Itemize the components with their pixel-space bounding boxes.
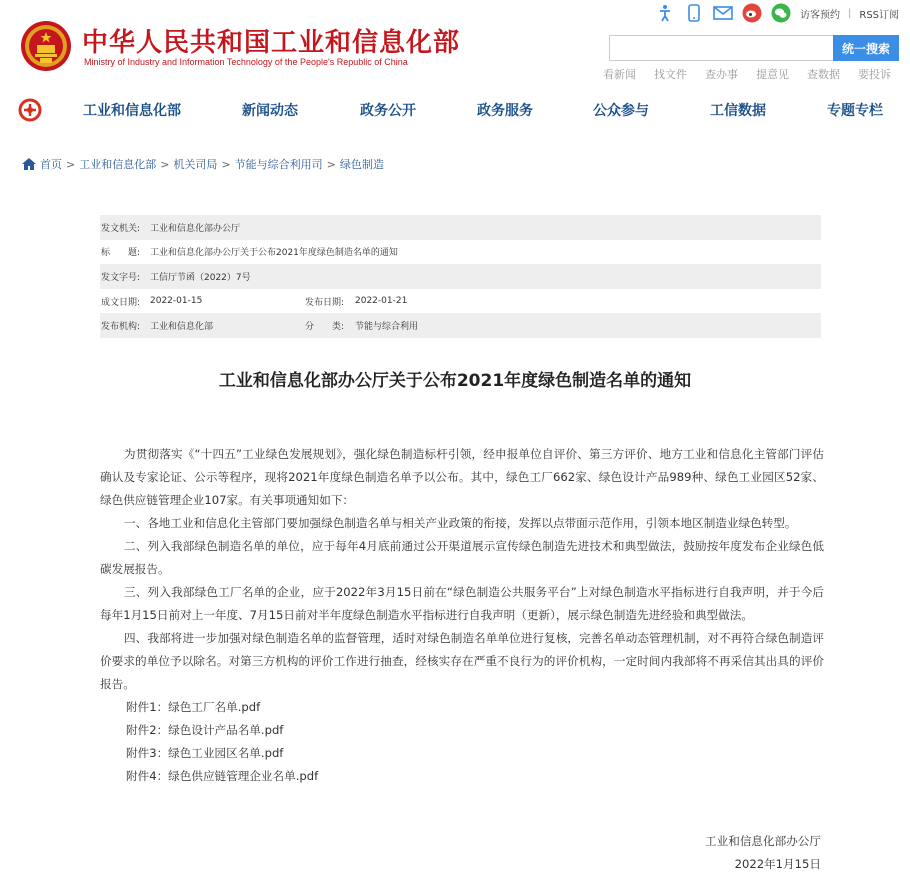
meta-label: 分 类: bbox=[305, 322, 345, 333]
miit-logo-icon[interactable] bbox=[18, 98, 42, 122]
meta-row-dates bbox=[100, 289, 821, 314]
breadcrumb bbox=[22, 156, 384, 172]
meta-row-org bbox=[100, 313, 821, 338]
breadcrumb-departments[interactable]: 机关司局 bbox=[173, 158, 218, 171]
rss-link[interactable]: RSS订阅 bbox=[859, 9, 900, 21]
meta-label: 发布机构: bbox=[101, 322, 141, 333]
meta-value: 工业和信息化部办公厅 bbox=[150, 223, 241, 234]
paragraph: 为贯彻落实《“十四五”工业绿色发展规划》，强化绿色制造标杆引领，经申报单位自评价、第三方评价、地方工业和信息化主管部门评估确认及专家论证、公示等程序，现将2021年度绿色制造名单予以公布。其中，绿色工厂662家、绿色设计产品989种、绿色工业园区52家、绿色供应链管理企业107家。有关事项通知如下： bbox=[100, 447, 824, 507]
paragraph: 一、各地工业和信息化主管部门要加强绿色制造名单与相关产业政策的衔接，发挥以点带面示范作用，引领本地区制造业绿色转型。 bbox=[124, 516, 797, 530]
signature-date: 2022年1月15日 bbox=[734, 857, 821, 871]
paragraph: 四、我部将进一步加强对绿色制造名单的监督管理，适时对绿色制造名单单位进行复核，完善名单动态管理机制，对不再符合绿色制造评价要求的单位予以除名。对第三方机构的评价工作进行抽查，经核实存在严重不良行为的评价机构，一定时间内我部将不再采信其出具的评价报告。 bbox=[100, 631, 824, 691]
breadcrumb-separator: > bbox=[326, 157, 336, 171]
site-subtitle: Ministry of Industry and Information Technology of the People's Republic of China bbox=[84, 57, 408, 67]
meta-label: 发布日期: bbox=[305, 297, 345, 308]
wechat-icon[interactable] bbox=[771, 3, 791, 23]
breadcrumb-home[interactable]: 首页 bbox=[40, 158, 62, 171]
national-emblem-icon[interactable] bbox=[20, 20, 72, 72]
nav-item-gov-services[interactable]: 政务服务 bbox=[477, 103, 533, 119]
nav-item-news[interactable]: 新闻动态 bbox=[242, 103, 298, 119]
attachment-link-2[interactable]: 附件2：绿色设计产品名单.pdf bbox=[126, 723, 284, 737]
visitor-appointment-link[interactable]: 访客预约 bbox=[800, 9, 840, 21]
toolbar-separator: | bbox=[848, 7, 852, 19]
site-header bbox=[0, 0, 910, 90]
document-signature bbox=[705, 830, 821, 876]
breadcrumb-miit[interactable]: 工业和信息化部 bbox=[79, 158, 157, 171]
search-input[interactable] bbox=[609, 35, 833, 61]
paragraph: 三、列入我部绿色工厂名单的企业，应于2022年3月15日前在“绿色制造公共服务平台”上对绿色制造水平指标进行自我声明，并于今后每年1月15日前对上一年度、7月15日前对半年度绿色制造水平指标进行自我声明（更新），展示绿色制造先进经验和典型做法。 bbox=[100, 585, 824, 622]
nav-item-miit[interactable]: 工业和信息化部 bbox=[83, 103, 181, 119]
nav-item-public-participation[interactable]: 公众参与 bbox=[593, 103, 649, 119]
meta-label: 标 题: bbox=[101, 248, 141, 259]
nav-item-gov-affairs[interactable]: 政务公开 bbox=[360, 103, 416, 119]
paragraph: 二、列入我部绿色制造名单的单位，应于每年4月底前通过公开渠道展示宣传绿色制造先进技术和典型做法，鼓励按年度发布企业绿色低碳发展报告。 bbox=[100, 539, 824, 576]
meta-value: 2022-01-21 bbox=[355, 296, 408, 307]
mail-icon[interactable] bbox=[713, 3, 733, 23]
breadcrumb-separator: > bbox=[160, 157, 170, 171]
attachment-link-4[interactable]: 附件4：绿色供应链管理企业名单.pdf bbox=[126, 769, 319, 783]
home-icon[interactable] bbox=[22, 158, 36, 170]
document-body bbox=[100, 443, 824, 788]
quick-links bbox=[603, 66, 891, 82]
attachment-link-3[interactable]: 附件3：绿色工业园区名单.pdf bbox=[126, 746, 284, 760]
top-toolbar bbox=[655, 3, 899, 23]
breadcrumb-separator: > bbox=[221, 157, 231, 171]
meta-row-docno bbox=[100, 264, 821, 289]
nav-item-special-topics[interactable]: 专题专栏 bbox=[827, 103, 883, 119]
meta-label: 发文机关: bbox=[101, 223, 141, 234]
meta-value: 工业和信息化部办公厅关于公布2021年度绿色制造名单的通知 bbox=[150, 248, 398, 259]
weibo-icon[interactable] bbox=[742, 3, 762, 23]
meta-value: 工业和信息化部 bbox=[150, 322, 214, 333]
meta-value: 节能与综合利用 bbox=[355, 322, 419, 333]
site-title[interactable]: 中华人民共和国工业和信息化部 bbox=[82, 28, 461, 58]
quick-link-news[interactable]: 看新闻 bbox=[603, 68, 636, 81]
main-nav bbox=[0, 90, 910, 130]
document-metadata bbox=[100, 215, 821, 338]
meta-label: 成文日期: bbox=[101, 297, 141, 308]
quick-link-services[interactable]: 查办事 bbox=[705, 68, 738, 81]
breadcrumb-energy-dept[interactable]: 节能与综合利用司 bbox=[234, 158, 323, 171]
attachment-link-1[interactable]: 附件1：绿色工厂名单.pdf bbox=[126, 700, 261, 714]
mobile-icon[interactable] bbox=[684, 3, 704, 23]
meta-value: 工信厅节函（2022）7号 bbox=[150, 272, 251, 283]
meta-label: 发文字号: bbox=[101, 272, 141, 283]
meta-value: 2022-01-15 bbox=[150, 296, 203, 307]
meta-row-issuer bbox=[100, 215, 821, 240]
nav-item-data[interactable]: 工信数据 bbox=[710, 103, 766, 119]
meta-row-title bbox=[100, 240, 821, 265]
quick-link-files[interactable]: 找文件 bbox=[654, 68, 687, 81]
breadcrumb-separator: > bbox=[66, 157, 76, 171]
quick-link-feedback[interactable]: 提意见 bbox=[756, 68, 789, 81]
search-button[interactable]: 统一搜索 bbox=[833, 35, 899, 61]
document-title: 工业和信息化部办公厅关于公布2021年度绿色制造名单的通知 bbox=[218, 371, 692, 391]
accessibility-icon[interactable] bbox=[655, 3, 675, 23]
quick-link-data[interactable]: 查数据 bbox=[807, 68, 840, 81]
quick-link-complaint[interactable]: 要投诉 bbox=[858, 68, 891, 81]
breadcrumb-green-manufacturing[interactable]: 绿色制造 bbox=[339, 158, 384, 171]
signature-org: 工业和信息化部办公厅 bbox=[705, 834, 821, 848]
